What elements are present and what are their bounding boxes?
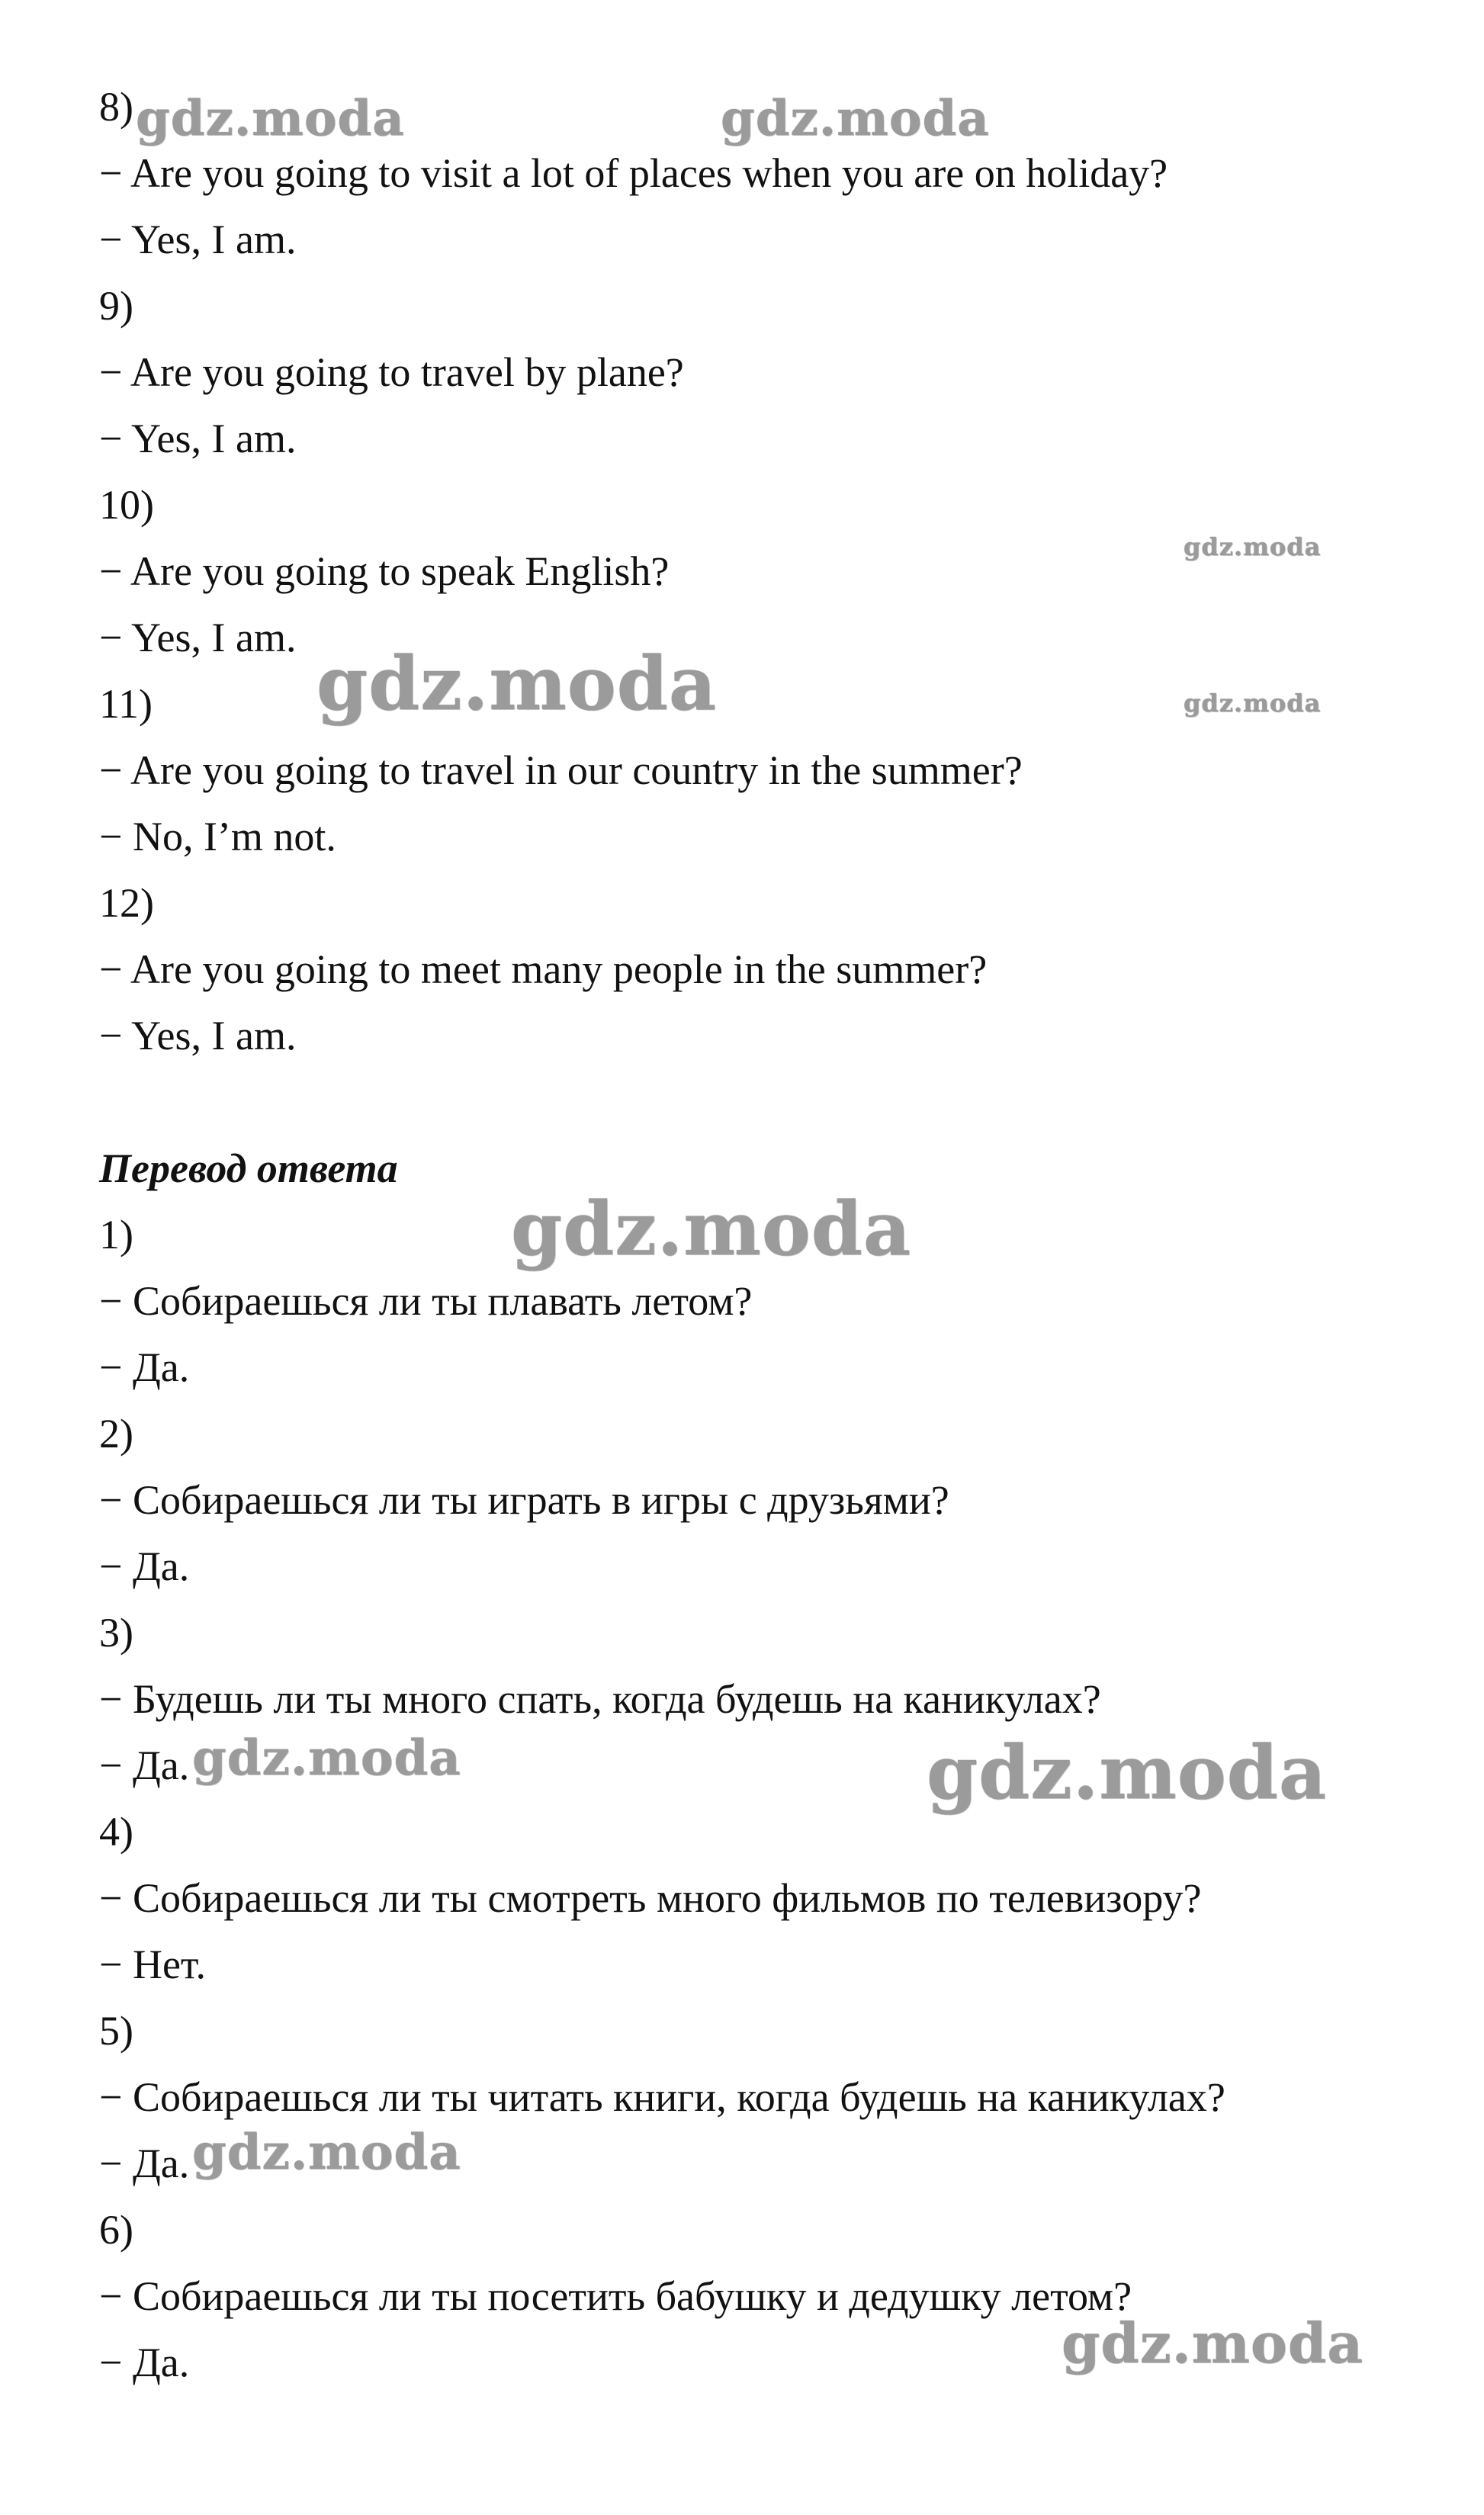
dialogue-answer: − Yes, I am. (99, 1013, 297, 1058)
dialogue-answer: − Yes, I am. (99, 615, 297, 660)
item-number: 12) (99, 880, 154, 926)
watermark: gdz.moda (511, 1186, 912, 1272)
watermark: gdz.moda (1184, 689, 1322, 718)
item-number: 4) (99, 1809, 133, 1855)
dialogue-answer: − Да. (99, 2141, 190, 2186)
item-number: 8) (99, 84, 133, 130)
dialogue-question: − Собираешься ли ты смотреть много фильмов по телевизору? (99, 1875, 1202, 1921)
translation-heading: Перевод ответа (99, 1145, 398, 1191)
watermark: gdz.moda (1184, 532, 1322, 561)
item-number: 10) (99, 482, 154, 528)
watermark: gdz.moda (136, 90, 405, 147)
watermark: gdz.moda (192, 1730, 461, 1787)
item-number: 2) (99, 1411, 133, 1457)
item-number: 5) (99, 2008, 133, 2054)
dialogue-answer: − Yes, I am. (99, 217, 297, 262)
item-number: 11) (99, 681, 153, 727)
watermark: gdz.moda (927, 1730, 1328, 1816)
dialogue-question: − Собираешься ли ты посетить бабушку и дедушку летом? (99, 2273, 1132, 2319)
dialogue-answer: − Yes, I am. (99, 416, 297, 461)
dialogue-answer: − No, I’m not. (99, 814, 336, 859)
dialogue-answer: − Да. (99, 1543, 190, 1589)
dialogue-question: − Собираешься ли ты читать книги, когда будешь на каникулах? (99, 2074, 1225, 2120)
dialogue-answer: − Да. (99, 2340, 190, 2385)
dialogue-question: − Собираешься ли ты играть в игры с друзьями? (99, 1477, 949, 1523)
dialogue-answer: − Да. (99, 1743, 190, 1788)
watermark: gdz.moda (1062, 2311, 1364, 2375)
item-number: 3) (99, 1610, 133, 1656)
item-number: 1) (99, 1212, 133, 1258)
dialogue-answer: − Нет. (99, 1942, 206, 1987)
dialogue-question: − Are you going to meet many people in the summer? (99, 946, 988, 992)
watermark: gdz.moda (192, 2124, 461, 2181)
dialogue-answer: − Да. (99, 1344, 190, 1390)
dialogue-question: − Are you going to travel in our country in the summer? (99, 747, 1023, 793)
dialogue-question: − Будешь ли ты много спать, когда будешь на каникулах? (99, 1676, 1101, 1722)
dialogue-question: − Are you going to travel by plane? (99, 349, 684, 395)
watermark: gdz.moda (721, 90, 990, 147)
item-number: 6) (99, 2207, 133, 2253)
watermark: gdz.moda (316, 641, 718, 727)
item-number: 9) (99, 283, 133, 329)
dialogue-question: − Собираешься ли ты плавать летом? (99, 1278, 753, 1324)
dialogue-question: − Are you going to speak English? (99, 548, 670, 594)
dialogue-question: − Are you going to visit a lot of places when you are on holiday? (99, 150, 1168, 196)
